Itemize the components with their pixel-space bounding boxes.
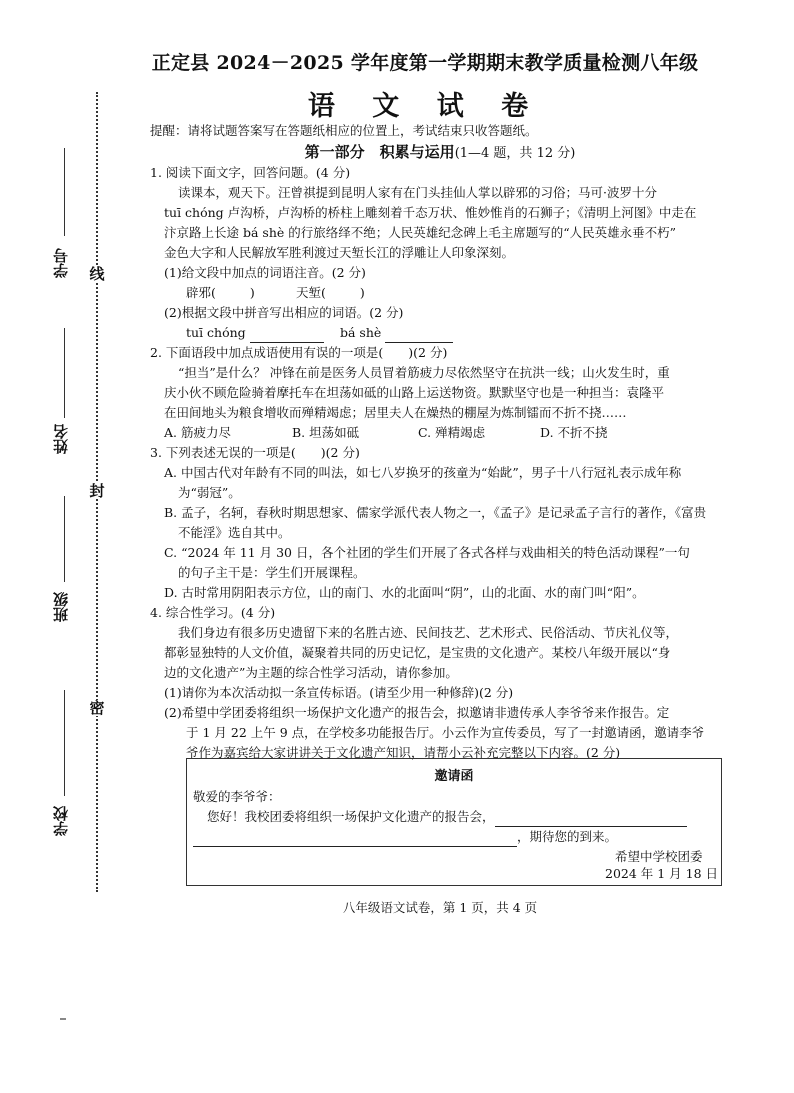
q1-pinyin1 xyxy=(186,323,324,343)
invitation-line1 xyxy=(207,807,687,827)
q1-passage-line: tuī chóng 卢沟桥，卢沟桥的桥柱上雕刻着千态万状、惟妙惟肖的石狮子；《清明上河图》中走在 xyxy=(164,205,697,220)
q1-pinyin2-text: bá shè xyxy=(340,325,382,340)
q1-passage-line: 汴京路上长途 bá shè 的行旅络绎不绝；人民英雄纪念碑上毛主席题写的“人民英雄永垂不朽” xyxy=(164,225,677,240)
q4-passage-line: 都彰显独特的人文价值，凝聚着共同的历史记忆，是宝贵的文化遗产。某校八年级开展以“身 xyxy=(164,645,671,660)
q2-passage-line: 庆小伙不顾危险骑着摩托车在坦荡如砥的山路上运送物资。默默坚守也是一种担当：袁隆平 xyxy=(164,385,665,400)
q4-passage-line: 边的文化遗产”为主题的综合性学习活动，请你参加。 xyxy=(164,665,458,680)
q2-passage-line: 在田间地头为粮食增收而殚精竭虑；居里夫人在燥热的棚屋为炼制镭而不折不挠…… xyxy=(164,405,627,420)
q2-stem: 2. 下面语段中加点成语使用有误的一项是( )(2 分) xyxy=(150,345,448,360)
q1-word2 xyxy=(296,283,365,303)
q1-pinyin2-blank[interactable] xyxy=(385,328,453,343)
q1-passage-line: 金色大字和人民解放军胜利渡过天堑长江的浮雕让人印象深刻。 xyxy=(164,245,515,260)
q1-word2-close: ) xyxy=(359,285,365,300)
q4-sub2-line: 于 1 月 22 上午 9 点，在学校多功能报告厅。小云作为宣传委员，写了一封邀请函，邀请李爷 xyxy=(186,725,705,740)
q3-option-b[interactable]: B. 孟子，名轲，春秋时期思想家、儒家学派代表人物之一，《孟子》是记录孟子言行的著作，《富贵 xyxy=(164,505,707,520)
exam-title: 正定县 2024－2025 学年度第一学期期末教学质量检测八年级 xyxy=(151,52,699,74)
q2-option-a[interactable]: A. 筋疲力尽 xyxy=(164,425,231,440)
invitation-signer: 希望中学校团委 xyxy=(615,849,703,864)
invitation-blank-2[interactable] xyxy=(193,832,517,847)
invitation-date: 2024 年 1 月 18 日 xyxy=(605,866,719,881)
exam-subtitle: 语 文 试 卷 xyxy=(307,91,543,122)
invitation-blank-1[interactable] xyxy=(495,812,687,827)
page-footer: 八年级语文试卷，第 1 页，共 4 页 xyxy=(342,900,538,915)
invitation-box xyxy=(186,758,722,886)
name-line xyxy=(64,328,65,418)
invitation-line2 xyxy=(193,827,617,847)
binding-char-xian: 线 xyxy=(89,265,105,283)
q2-option-d[interactable]: D. 不折不挠 xyxy=(540,425,608,440)
q1-pinyin1-text: tuī chóng xyxy=(186,325,246,340)
scan-speck xyxy=(60,1018,66,1020)
q1-pinyin2 xyxy=(340,323,453,343)
invitation-greeting: 敬爱的李爷爷： xyxy=(193,789,281,804)
q2-option-c[interactable]: C. 殚精竭虑 xyxy=(418,425,486,440)
school-line xyxy=(64,690,65,796)
section-title: 第一部分 积累与运用 xyxy=(304,143,455,161)
q4-stem: 4. 综合性学习。(4 分) xyxy=(150,605,276,620)
q1-word2-text: 天堑( xyxy=(296,285,326,300)
q4-passage-line: 我们身边有很多历史遗留下来的名胜古迹、民间技艺、艺术形式、民俗活动、节庆礼仪等， xyxy=(178,625,679,640)
binding-char-mi: 密 xyxy=(89,699,105,717)
q1-sub2: (2)根据文段中拼音写出相应的词语。(2 分) xyxy=(164,305,404,320)
class-label: 班级 xyxy=(52,592,70,622)
q1-word1 xyxy=(186,283,255,303)
q4-sub2-line: (2)希望中学团委将组织一场保护文化遗产的报告会，拟邀请非遗传承人李爷爷来作报告。定 xyxy=(164,705,670,720)
q3-option-d[interactable]: D. 古时常用阴阳表示方位，山的南门、水的北面叫“阴”，山的北面、水的南门叫“阳”。 xyxy=(164,585,645,600)
section-heading xyxy=(150,141,730,162)
q1-passage-line: 读课本，观天下。汪曾祺提到昆明人家有在门头挂仙人掌以辟邪的习俗；马可·波罗十分 xyxy=(178,185,657,200)
q1-word1-close: ) xyxy=(249,285,255,300)
student-id-line xyxy=(64,148,65,236)
q3-option-c-cont: 的句子主干是：学生们开展课程。 xyxy=(178,565,366,580)
q1-sub1: (1)给文段中加点的词语注音。(2 分) xyxy=(164,265,366,280)
q2-option-b[interactable]: B. 坦荡如砥 xyxy=(292,425,360,440)
q4-sub1: (1)请你为本次活动拟一条宣传标语。(请至少用一种修辞)(2 分) xyxy=(164,685,514,700)
q3-stem: 3. 下列表述无误的一项是( )(2 分) xyxy=(150,445,360,460)
invitation-line1-text: 您好！我校团委将组织一场保护文化遗产的报告会， xyxy=(207,809,495,824)
q1-word1-text: 辟邪( xyxy=(186,285,216,300)
q2-passage-line: “担当”是什么？ 冲锋在前是医务人员冒着筋疲力尽依然坚守在抗洪一线；山火发生时，重 xyxy=(178,365,670,380)
q3-option-a-cont: 为“弱冠”。 xyxy=(178,485,241,500)
invitation-title: 邀请函 xyxy=(434,769,474,784)
exam-hint: 提醒：请将试题答案写在答题纸相应的位置上，考试结束只收答题纸。 xyxy=(150,123,538,138)
q3-option-a[interactable]: A. 中国古代对年龄有不同的叫法，如七八岁换牙的孩童为“始龀”，男子十八行冠礼表示成年称 xyxy=(164,465,682,480)
binding-char-feng: 封 xyxy=(89,482,105,500)
q1-pinyin1-blank[interactable] xyxy=(250,328,324,343)
q4-sub2-line: 爷作为嘉宾给大家讲讲关于文化遗产知识，请帮小云补充完整以下内容。(2 分) xyxy=(186,745,621,760)
invitation-line2-end: ，期待您的到来。 xyxy=(517,829,618,844)
name-label: 姓名 xyxy=(52,424,70,454)
student-id-label: 学号 xyxy=(52,248,70,278)
class-line xyxy=(64,496,65,582)
q1-stem: 1. 阅读下面文字，回答问题。(4 分) xyxy=(150,165,351,180)
q3-option-c[interactable]: C. “2024 年 11 月 30 日，各个社团的学生们开展了各式各样与戏曲相关的特色活动课程”一句 xyxy=(164,545,690,560)
section-note: (1—4 题，共 12 分) xyxy=(454,146,576,161)
school-label: 学校 xyxy=(52,806,70,836)
q3-option-b-cont: 不能淫》选自其中。 xyxy=(178,525,291,540)
